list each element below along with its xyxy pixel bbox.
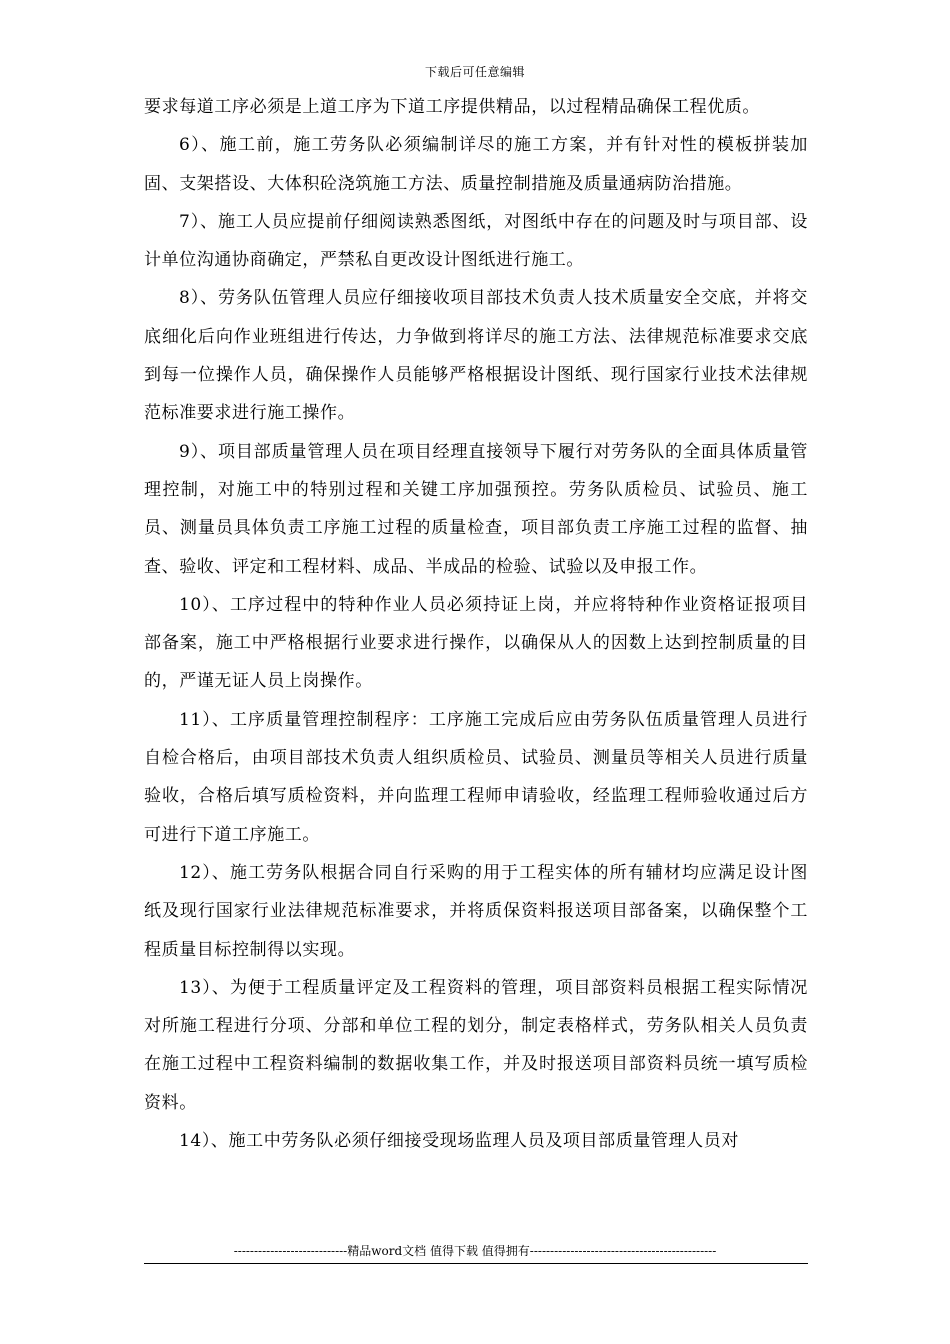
paragraph-item-8: 8）、劳务队伍管理人员应仔细接收项目部技术负责人技术质量安全交底，并将交底细化后向作业班组进行传达，力争做到将详尽的施工方法、法律规范标准要求交底到每一位操作人员，确保操作人员能够严格根据设计图纸、现行国家行业技术法律规范标准要求进行施工操作。 (144, 288, 808, 424)
footer-divider (144, 1263, 808, 1264)
page-header: 下载后可任意编辑 (424, 65, 525, 79)
paragraph-item-11: 11）、工序质量管理控制程序：工序施工完成后应由劳务队伍质量管理人员进行自检合格后，由项目部技术负责人组织质检员、试验员、测量员等相关人员进行质量验收，合格后填写质检资料，并向监理工程师申请验收，经监理工程师验收通过后方可进行下道工序施工。 (144, 709, 808, 845)
paragraph-item-7: 7）、施工人员应提前仔细阅读熟悉图纸，对图纸中存在的问题及时与项目部、设计单位沟通协商确定，严禁私自更改设计图纸进行施工。 (144, 211, 808, 271)
paragraph-item-12: 12）、施工劳务队根据合同自行采购的用于工程实体的所有辅材均应满足设计图纸及现行国家行业法律规范标准要求，并将质保资料报送项目部备案，以确保整个工程质量目标控制得以实现。 (144, 862, 808, 960)
paragraph-item-9: 9）、项目部质量管理人员在项目经理直接领导下履行对劳务队的全面具体质量管理控制，对施工中的特别过程和关键工序加强预控。劳务队质检员、试验员、施工员、测量员具体负责工序施工过程的质量检查，项目部负责工序施工过程的监督、抽查、验收、评定和工程材料、成品、半成品的检验、试验以及申报工作。 (144, 441, 808, 577)
paragraph-item-14: 14）、施工中劳务队必须仔细接受现场监理人员及项目部质量管理人员对 (179, 1131, 739, 1152)
paragraph-item-10: 10）、工序过程中的特种作业人员必须持证上岗，并应将特种作业资格证报项目部备案，施工中严格根据行业要求进行操作，以确保从人的因数上达到控制质量的目的，严谨无证人员上岗操作。 (144, 594, 808, 692)
paragraph-item-6: 6）、施工前，施工劳务队必须编制详尽的施工方案，并有针对性的模板拼装加固、支架搭设、大体积砼浇筑施工方法、质量控制措施及质量通病防治措施。 (144, 135, 808, 194)
page-footer: ----------------------------精品word文档 值得下载 值得拥有---------------------------------------------- (233, 1244, 717, 1258)
paragraph-item-13: 13）、为便于工程质量评定及工程资料的管理，项目部资料员根据工程实际情况对所施工程进行分项、分部和单位工程的划分，制定表格样式，劳务队相关人员负责在施工过程中工程资料编制的数据收集工作，并及时报送项目部资料员统一填写质检资料。 (144, 977, 808, 1113)
paragraph-continuation: 要求每道工序必须是上道工序为下道工序提供精品，以过程精品确保工程优质。 (144, 97, 760, 117)
document-body (144, 88, 808, 1160)
